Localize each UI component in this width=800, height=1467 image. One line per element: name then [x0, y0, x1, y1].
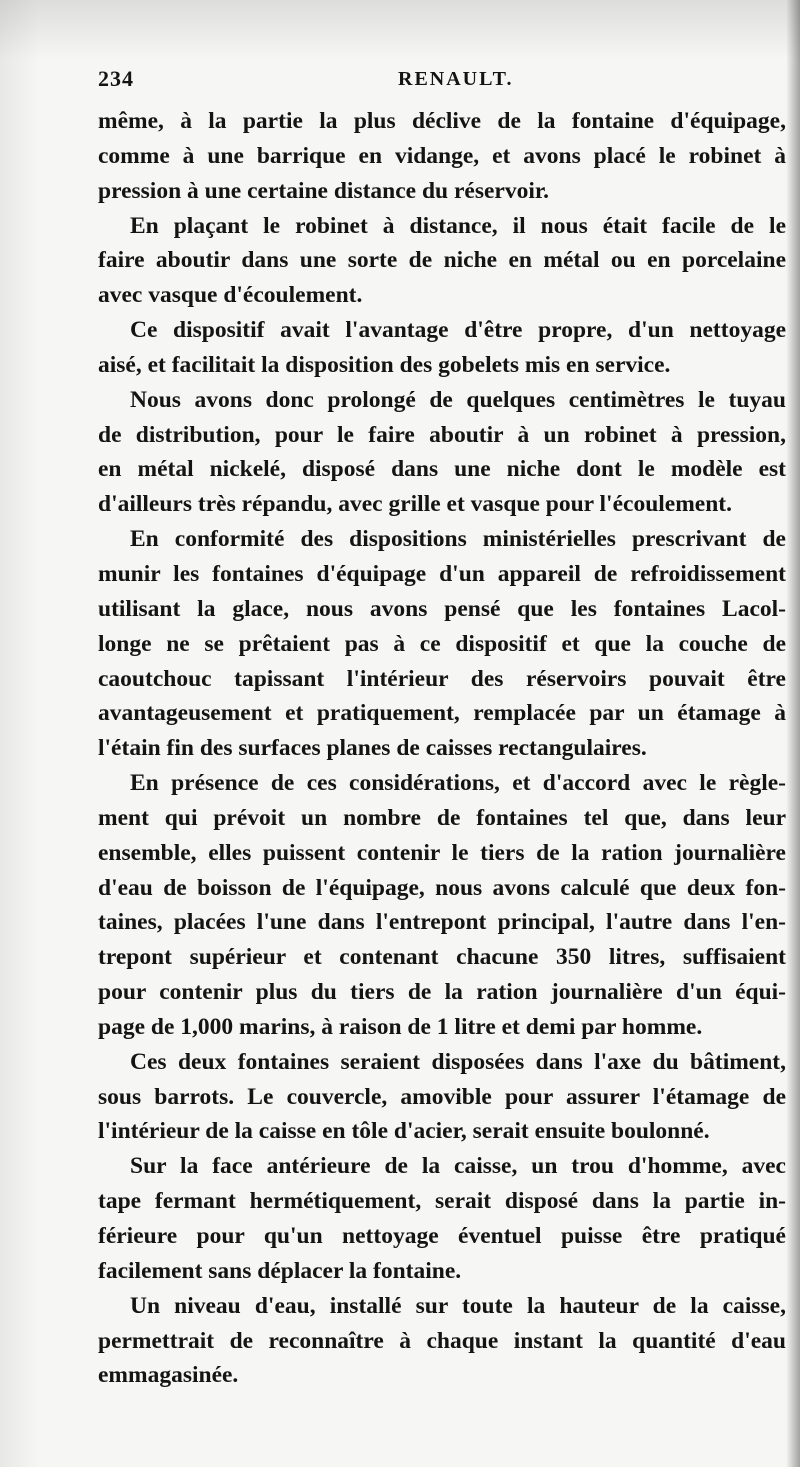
text-line: même, à la partie la plus déclive de la fontaine d'équipage,: [98, 108, 786, 134]
text-line: longe ne se prêtaient pas à ce dispositif et que la couche de: [98, 630, 786, 657]
text-line: Un niveau d'eau, installé sur toute la hauteur de la caisse,: [130, 1292, 786, 1319]
text-line: tape fermant hermétiquement, serait disposé dans la partie in-: [98, 1188, 786, 1215]
text-line: de distribution, pour le faire aboutir à un robinet à pression,: [98, 421, 786, 448]
text-line: faire aboutir dans une sorte de niche en métal ou en porcelaine: [98, 247, 786, 274]
page-number: 234: [98, 66, 134, 91]
running-title: RENAULT.: [398, 68, 514, 90]
body-text: [98, 104, 786, 1393]
text-line: En présence de ces considérations, et d'accord avec le règle-: [130, 770, 786, 797]
text-line: l'étain fin des surfaces planes de caisses rectangulaires.: [98, 735, 647, 762]
text-line: aisé, et facilitait la disposition des gobelets mis en service.: [98, 351, 671, 378]
text-line: facilement sans déplacer la fontaine.: [98, 1257, 462, 1284]
text-line: Ce dispositif avait l'avantage d'être propre, d'un nettoyage: [130, 317, 786, 344]
text-line: ment qui prévoit un nombre de fontaines tel que, dans leur: [98, 804, 786, 831]
text-line: sous barrots. Le couvercle, amovible pour assurer l'étamage de: [98, 1083, 786, 1110]
text-line: taines, placées l'une dans l'entrepont principal, l'autre dans l'en-: [98, 909, 786, 936]
text-line: avantageusement et pratiquement, remplacée par un étamage à: [98, 700, 786, 727]
text-line: trepont supérieur et contenant chacune 350 litres, suffisaient: [98, 944, 786, 971]
text-line: permettrait de reconnaître à chaque instant la quantité d'eau: [98, 1327, 786, 1354]
text-line: d'eau de boisson de l'équipage, nous avons calculé que deux fon-: [98, 874, 786, 901]
text-line: caoutchouc tapissant l'intérieur des réservoirs pouvait être: [98, 665, 786, 692]
page-header: [98, 66, 788, 106]
text-line: munir les fontaines d'équipage d'un appareil de refroidissement: [98, 560, 786, 587]
text-line: d'ailleurs très répandu, avec grille et vasque pour l'écoulement.: [98, 491, 733, 518]
text-line: Sur la face antérieure de la caisse, un trou d'homme, avec: [130, 1153, 786, 1180]
text-line: en métal nickelé, disposé dans une niche dont le modèle est: [98, 456, 786, 483]
text-line: pour contenir plus du tiers de la ration journalière d'un équi-: [98, 979, 786, 1006]
text-line: emmagasinée.: [98, 1362, 239, 1389]
text-line: En conformité des dispositions ministérielles prescrivant de: [130, 526, 786, 553]
text-line: En plaçant le robinet à distance, il nous était facile de le: [130, 212, 786, 239]
text-line: avec vasque d'écoulement.: [98, 282, 363, 309]
text-line: ensemble, elles puissent contenir le tiers de la ration journalière: [98, 839, 786, 866]
text-line: page de 1,000 marins, à raison de 1 litre et demi par homme.: [98, 1013, 703, 1040]
text-line: comme à une barrique en vidange, et avons placé le robinet à: [98, 142, 786, 169]
text-line: pression à une certaine distance du réservoir.: [98, 177, 550, 204]
text-line: l'intérieur de la caisse en tôle d'acier, serait ensuite boulonné.: [98, 1118, 710, 1145]
text-line: férieure pour qu'un nettoyage éventuel puisse être pratiqué: [98, 1223, 786, 1249]
text-line: utilisant la glace, nous avons pensé que les fontaines Lacol-: [98, 595, 786, 622]
text-line: Ces deux fontaines seraient disposées dans l'axe du bâtiment,: [130, 1048, 786, 1075]
text-line: Nous avons donc prolongé de quelques centimètres le tuyau: [130, 386, 786, 413]
